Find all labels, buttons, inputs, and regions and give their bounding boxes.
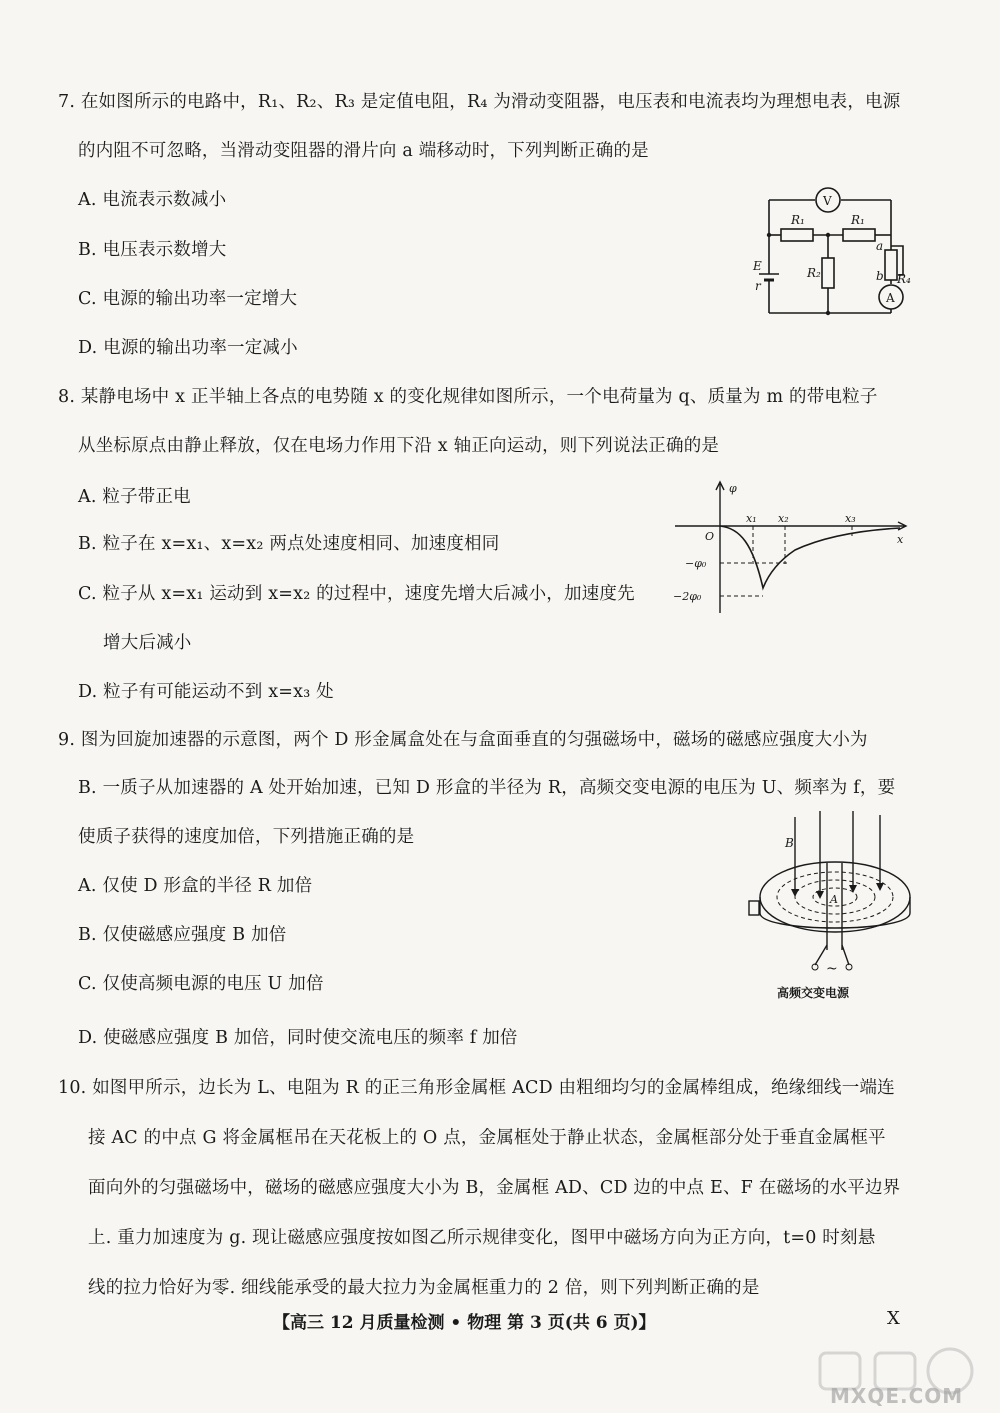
q8-option-a: A. 粒子带正电: [78, 487, 191, 507]
q7-circuit-diagram: [745, 180, 925, 320]
q10-stem-line-5: 线的拉力恰好为零. 细线能承受的最大拉力为金属框重力的 2 倍，则下列判断正确的是: [88, 1278, 760, 1298]
q10-stem-line-2: 接 AC 的中点 G 将金属框吊在天花板上的 O 点，金属框处于静止状态，金属框部分处于垂直金属框平: [88, 1128, 886, 1148]
voltmeter-label: V: [823, 194, 832, 208]
q7-option-b: B. 电压表示数增大: [78, 240, 227, 260]
minus-phi0-label: −φ₀: [685, 557, 707, 570]
q7-stem-line-1: 7. 在如图所示的电路中，R₁、R₂、R₃ 是定值电阻，R₄ 为滑动变阻器，电压表和电流表均为理想电表，电源: [58, 92, 901, 112]
q9-stem-line-3: 使质子获得的速度加倍，下列措施正确的是: [78, 827, 415, 847]
q8-stem-line-1: 8. 某静电场中 x 正半轴上各点的电势随 x 的变化规律如图所示，一个电荷量为 q、质量为 m 的带电粒子: [58, 387, 878, 407]
end-a-label: a: [876, 239, 884, 253]
ammeter-label: A: [886, 291, 895, 305]
q9-option-b: B. 仅使磁感应强度 B 加倍: [78, 925, 287, 945]
b-field-label: B: [785, 836, 794, 850]
q7-option-a: A. 电流表示数减小: [78, 190, 227, 210]
r2-label: R₂: [807, 266, 821, 280]
q8-option-b: B. 粒子在 x=x₁、x=x₂ 两点处速度相同、加速度相同: [78, 534, 500, 554]
emf-label: E: [753, 259, 762, 273]
q9-cyclotron-diagram: [745, 805, 925, 1005]
end-b-label: b: [876, 269, 884, 283]
phi-axis-label: φ: [729, 482, 737, 495]
q8-stem-line-2: 从坐标原点由静止释放，仅在电场力作用下沿 x 轴正向运动，则下列说法正确的是: [78, 436, 720, 456]
r4-rheostat: [885, 250, 897, 280]
x-axis-label: x: [897, 533, 904, 546]
internal-resistance-label: r: [755, 279, 761, 293]
point-a-label: A: [830, 893, 838, 906]
ac-source-caption: 高频交变电源: [777, 986, 850, 1000]
r1-label: R₁: [791, 213, 805, 227]
r3-label: R₁: [851, 213, 865, 227]
r4-label: R₄: [897, 272, 911, 286]
q7-stem-line-2: 的内阻不可忽略，当滑动变阻器的滑片向 a 端移动时，下列判断正确的是: [78, 141, 649, 161]
watermark-text: MXQE.COM: [830, 1384, 964, 1408]
q10-stem-line-3: 面向外的匀强磁场中，磁场的磁感应强度大小为 B，金属框 AD、CD 边的中点 E、F 在磁场的水平边界: [88, 1178, 901, 1198]
q8-option-c: C. 粒子从 x=x₁ 运动到 x=x₂ 的过程中，速度先增大后减小，加速度先: [78, 584, 635, 604]
q9-option-c: C. 仅使高频电源的电压 U 加倍: [78, 974, 324, 994]
page-footer: 【高三 12 月质量检测 • 物理 第 3 页(共 6 页)】: [273, 1313, 656, 1333]
x2-label: x₂: [778, 512, 789, 525]
q10-stem-line-1: 10. 如图甲所示，边长为 L、电阻为 R 的正三角形金属框 ACD 由粗细均匀的金属棒组成，绝缘细线一端连: [58, 1078, 895, 1098]
q10-stem-line-4: 上. 重力加速度为 g. 现让磁感应强度按如图乙所示规律变化，图甲中磁场方向为正方向，t=0 时刻悬: [88, 1228, 876, 1248]
q8-potential-graph: [665, 478, 915, 618]
q7-option-d: D. 电源的输出功率一定减小: [78, 338, 298, 358]
page-mark: X: [887, 1308, 900, 1329]
r3-resistor: [843, 229, 875, 241]
r1-resistor: [781, 229, 813, 241]
q9-option-d: D. 使磁感应强度 B 加倍，同时使交流电压的频率 f 加倍: [78, 1028, 518, 1048]
q7-option-c: C. 电源的输出功率一定增大: [78, 289, 298, 309]
q8-option-c-cont: 增大后减小: [103, 633, 192, 653]
ac-symbol: ~: [826, 961, 838, 977]
q9-stem-line-1: 9. 图为回旋加速器的示意图，两个 D 形金属盒处在与盒面垂直的匀强磁场中，磁场的磁感应强度大小为: [58, 730, 868, 750]
x3-label: x₃: [845, 512, 856, 525]
q9-option-a: A. 仅使 D 形盒的半径 R 加倍: [78, 876, 313, 896]
x1-label: x₁: [746, 512, 757, 525]
r2-resistor: [822, 258, 834, 288]
minus-2phi0-label: −2φ₀: [673, 590, 702, 603]
origin-label: O: [705, 530, 715, 543]
q9-stem-line-2: B. 一质子从加速器的 A 处开始加速，已知 D 形盒的半径为 R，高频交变电源的电压为 U、频率为 f，要: [78, 778, 896, 798]
q8-option-d: D. 粒子有可能运动不到 x=x₃ 处: [78, 682, 334, 702]
